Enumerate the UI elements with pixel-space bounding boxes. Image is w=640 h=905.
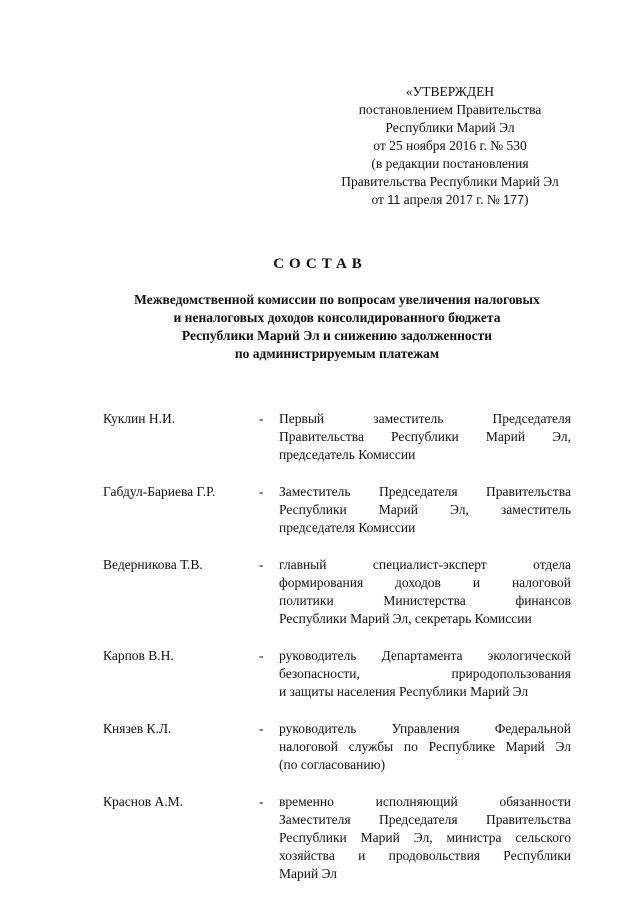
member-dash: - [259,794,264,809]
approval-line-6: Правительства Республики Марий Эл [341,174,559,189]
member-role-line: и защиты населения Республики Марий Эл [279,684,529,699]
document-subtitle [95,291,579,363]
member-role [279,793,571,883]
member-role-line: председателя Комиссии [279,520,416,535]
member-role-line: Республики Марий Эл, секретарь Комиссии [279,611,532,626]
members-list [103,410,573,902]
subtitle-line-1: Межведомственной комиссии по вопросам увеличения налоговых [134,292,540,307]
member-role-line: Марий Эл [279,866,338,881]
member-dash: - [259,411,264,426]
approval-line-7 [300,191,600,209]
member-row [103,720,573,774]
member-name: Князев К.Л. [103,721,172,736]
member-role-line: временно исполняющий обязанности [279,794,571,809]
member-row [103,483,573,537]
approval-number: 177 [503,193,525,207]
member-row [103,556,573,628]
subtitle-line-2: и неналоговых доходов консолидированного бюджета [173,310,501,325]
approval-line-7-suffix: ) [524,192,529,207]
member-name: Краснов А.М. [103,794,183,809]
member-name: Габдул-Бариева Г.Р. [103,484,216,499]
member-dash: - [259,721,264,736]
member-role [279,556,571,628]
member-role-line: безопасности, природопользования [279,666,571,681]
member-dash: - [259,648,264,663]
approval-line-2: постановлением Правительства [358,102,542,117]
member-role-line: хозяйства и продовольствия Республики [279,848,571,863]
approval-line-1: «УТВЕРЖДЕН [405,84,495,99]
member-role-line: руководитель Управления Федеральной [279,721,571,736]
approval-block [300,83,600,209]
member-name: Карпов В.Н. [103,648,174,663]
member-role-line: Заместителя Председателя Правительства [279,812,571,827]
approval-line-4: от 25 ноября 2016 г. № 530 [373,138,527,153]
subtitle-line-3: Республики Марий Эл и снижению задолженности [181,328,493,343]
member-role-line: главный специалист-эксперт отдела [279,557,571,572]
approval-line-5: (в редакции постановления [371,156,529,171]
member-role-line: налоговой службы по Республике Марий Эл [279,739,571,754]
approval-line-3: Республики Марий Эл [385,120,515,135]
member-name: Куклин Н.И. [103,411,176,426]
approval-day: 11 [387,193,401,207]
member-dash: - [259,484,264,499]
member-role-line: Первый заместитель Председателя [279,411,571,426]
member-role-line: (по согласованию) [279,757,386,772]
member-row [103,793,573,883]
approval-line-7-middle: апреля 2017 г. № [403,192,500,207]
member-name: Ведерникова Т.В. [103,557,203,572]
approval-line-7-prefix: от [371,192,384,207]
member-role-line: руководитель Департамента экологической [279,648,571,663]
member-role [279,410,571,464]
document-heading: СОСТАВ [273,256,367,272]
member-role-line: политики Министерства финансов [279,593,571,608]
member-role [279,647,571,701]
member-row [103,410,573,464]
member-role [279,483,571,537]
member-dash: - [259,557,264,572]
member-role-line: Республики Марий Эл, министра сельского [279,830,571,845]
member-row [103,647,573,701]
subtitle-line-4: по администрируемым платежам [234,346,440,361]
member-role-line: председатель Комиссии [279,447,416,462]
member-role-line: Республики Марий Эл, заместитель [279,502,571,517]
member-role-line: Заместитель Председателя Правительства [279,484,571,499]
member-role-line: формирования доходов и налоговой [279,575,571,590]
member-role-line: Правительства Республики Марий Эл, [279,429,571,444]
member-role [279,720,571,774]
